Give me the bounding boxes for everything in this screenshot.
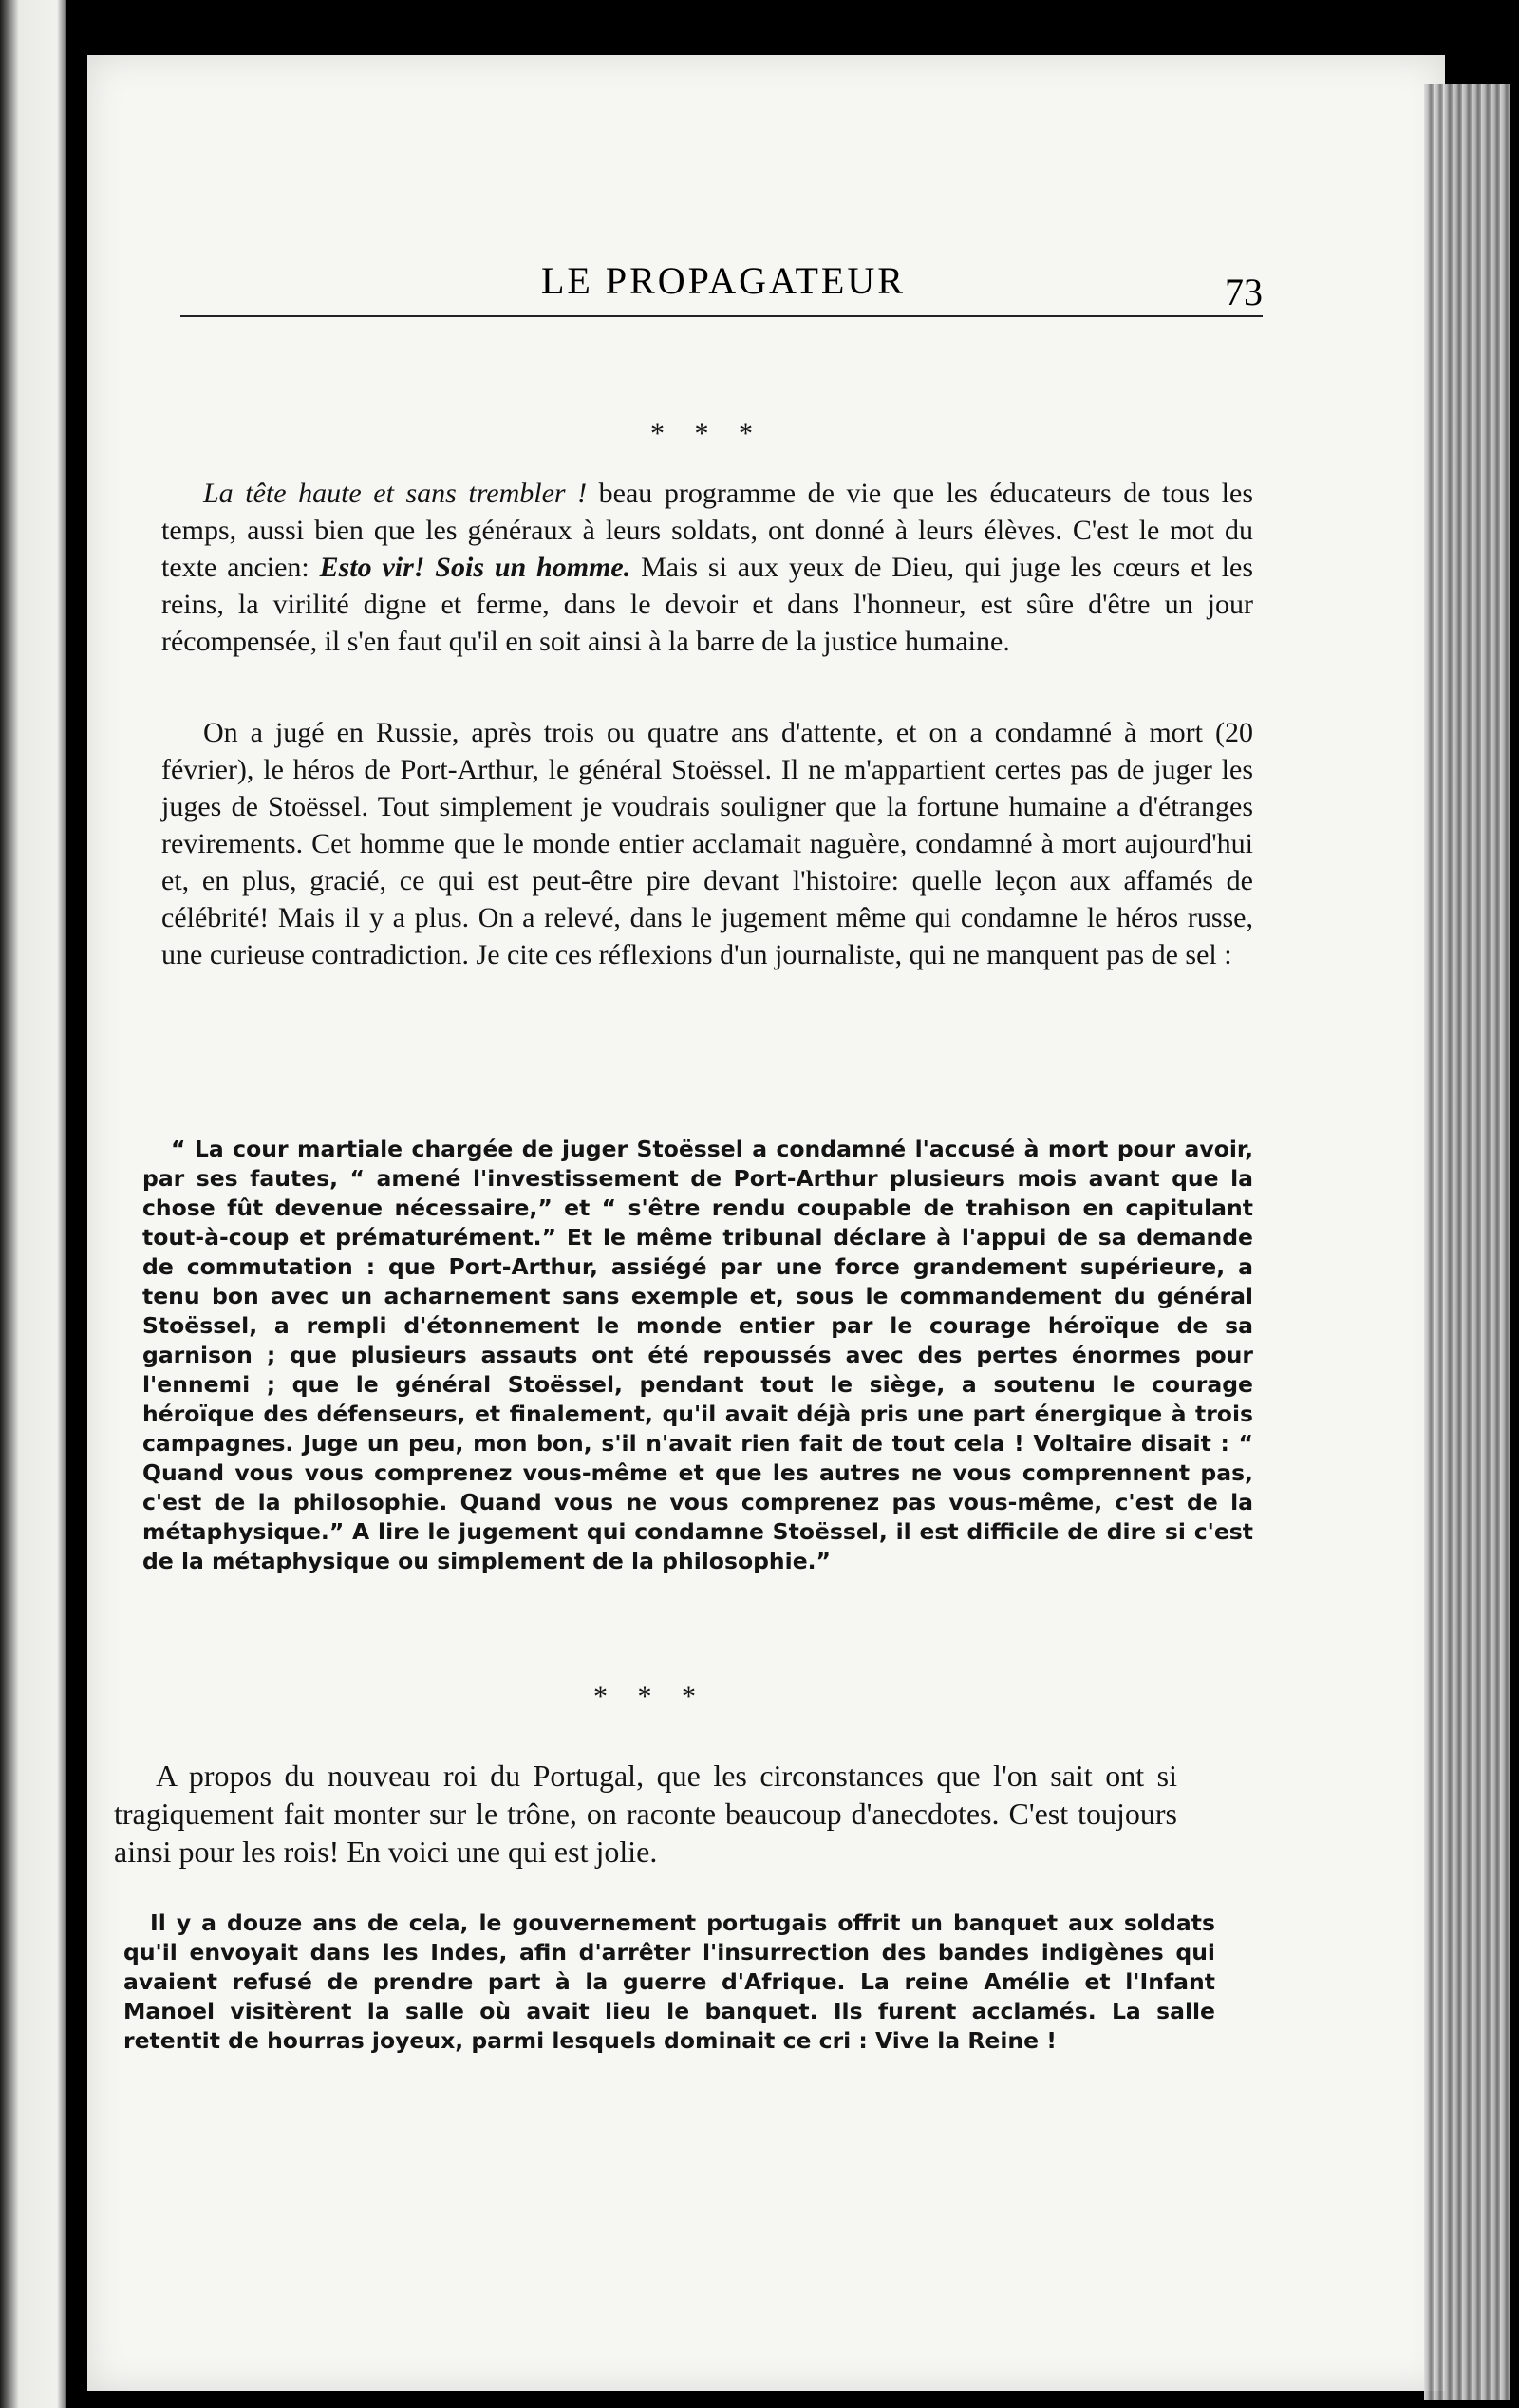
- article2-paragraph-2: Il y a douze ans de cela, le gouvernement portugais offrit un banquet aux soldats qu'il envoyait dans les Indes, afin d'arrêter l'insurrection des bandes indigènes qui avaient refusé de prendre part à la guerre d'Afrique. La reine Amélie et l'Infant Manoel visitèrent la salle où avait lieu le banquet. Ils furent acclamés. La salle retentit de hourras joyeux, parmi lesquels dominait ce cri : Vive la Reine !: [123, 1909, 1215, 2054]
- paragraph-text: beau programme de vie que les éducateurs de tous les temps, aussi bien que les généraux à leurs soldats, ont donné à leurs élèves. C'est le mot du texte ancien:: [161, 478, 1253, 583]
- page-header: [180, 249, 1263, 313]
- paragraph-text: Mais si aux yeux de Dieu, qui juge les cœurs et les reins, la virilité digne et ferme, dans le devoir et dans l'honneur, est sûre d'être un jour récompensée, il s'en faut qu'il en soit ainsi à la barre de la justice humaine.: [161, 552, 1254, 657]
- adjacent-page-edge: [0, 0, 66, 2408]
- running-title: LE PROPAGATEUR: [541, 259, 906, 302]
- section-separator: * * *: [593, 1681, 707, 1712]
- latin-motto: Esto vir! Sois un homme.: [319, 552, 631, 583]
- header-rule: [180, 315, 1263, 317]
- section-separator: * * *: [650, 418, 764, 449]
- article1-paragraph-2: On a jugé en Russie, après trois ou quatre ans d'attente, et on a condamné à mort (20 février), le héros de Port-Arthur, le général Stoëssel. Il ne m'appartient certes pas de juger les juges de Stoëssel. Tout simplement je voudrais souligner que la fortune humaine a d'étranges revirements. Cet homme que le monde entier acclamait naguère, condamné à mort aujourd'hui et, en plus, gracié, ce qui est peut-être pire devant l'histoire: quelle leçon aux affamés de célébrité! Mais il y a plus. On a relevé, dans le jugement même qui condamne le héros russe, une curieuse contradiction. Je cite ces réflexions d'un journaliste, qui ne manquent pas de sel :: [161, 717, 1253, 970]
- page-stack-edge: [1424, 84, 1510, 2400]
- article2-paragraph-1: A propos du nouveau roi du Portugal, que les circonstances que l'on sait ont si tragiquement fait monter sur le trône, on raconte beaucoup d'anecdotes. C'est toujours ainsi pour les rois! En voici une qui est jolie.: [114, 1759, 1177, 1869]
- page-number: 73: [1225, 271, 1263, 313]
- lead-phrase: La tête haute et sans trembler !: [203, 478, 588, 509]
- article1-paragraph-1: [161, 475, 1253, 660]
- journalist-quote: “ La cour martiale chargée de juger Stoëssel a condamné l'accusé à mort pour avoir, par ses fautes, “ amené l'investissement de Port-Arthur plusieurs mois avant que la chose fût devenue nécessaire,” et “ s'être rendu coupable de trahison en capitulant tout-à-coup et prématurément.” Et le même tribunal déclare à l'appui de sa demande de commutation : que Port-Arthur, assiégé par une force grandement supérieure, a tenu bon avec un acharnement sans exemple et, sous le commandement du général Stoëssel, a rempli d'étonnement le monde entier par le courage héroïque de sa garnison ; que plusieurs assauts ont été repoussés avec des pertes énormes pour l'ennemi ; que le général Stoëssel, pendant tout le siège, a soutenu le courage héroïque des défenseurs, et finalement, qu'il avait déjà pris une part énergique à trois campagnes. Juge un peu, mon bon, s'il n'avait rien fait de tout cela ! Voltaire disait : “ Quand vous vous comprenez vous-même et que les autres ne vous comprennent pas, c'est de la philosophie. Quand vous ne vous comprenez pas vous-même, c'est de la métaphysique.” A lire le jugement qui condamne Stoëssel, il est difficile de dire si c'est de la métaphysique ou simplement de la philosophie.”: [142, 1136, 1253, 1574]
